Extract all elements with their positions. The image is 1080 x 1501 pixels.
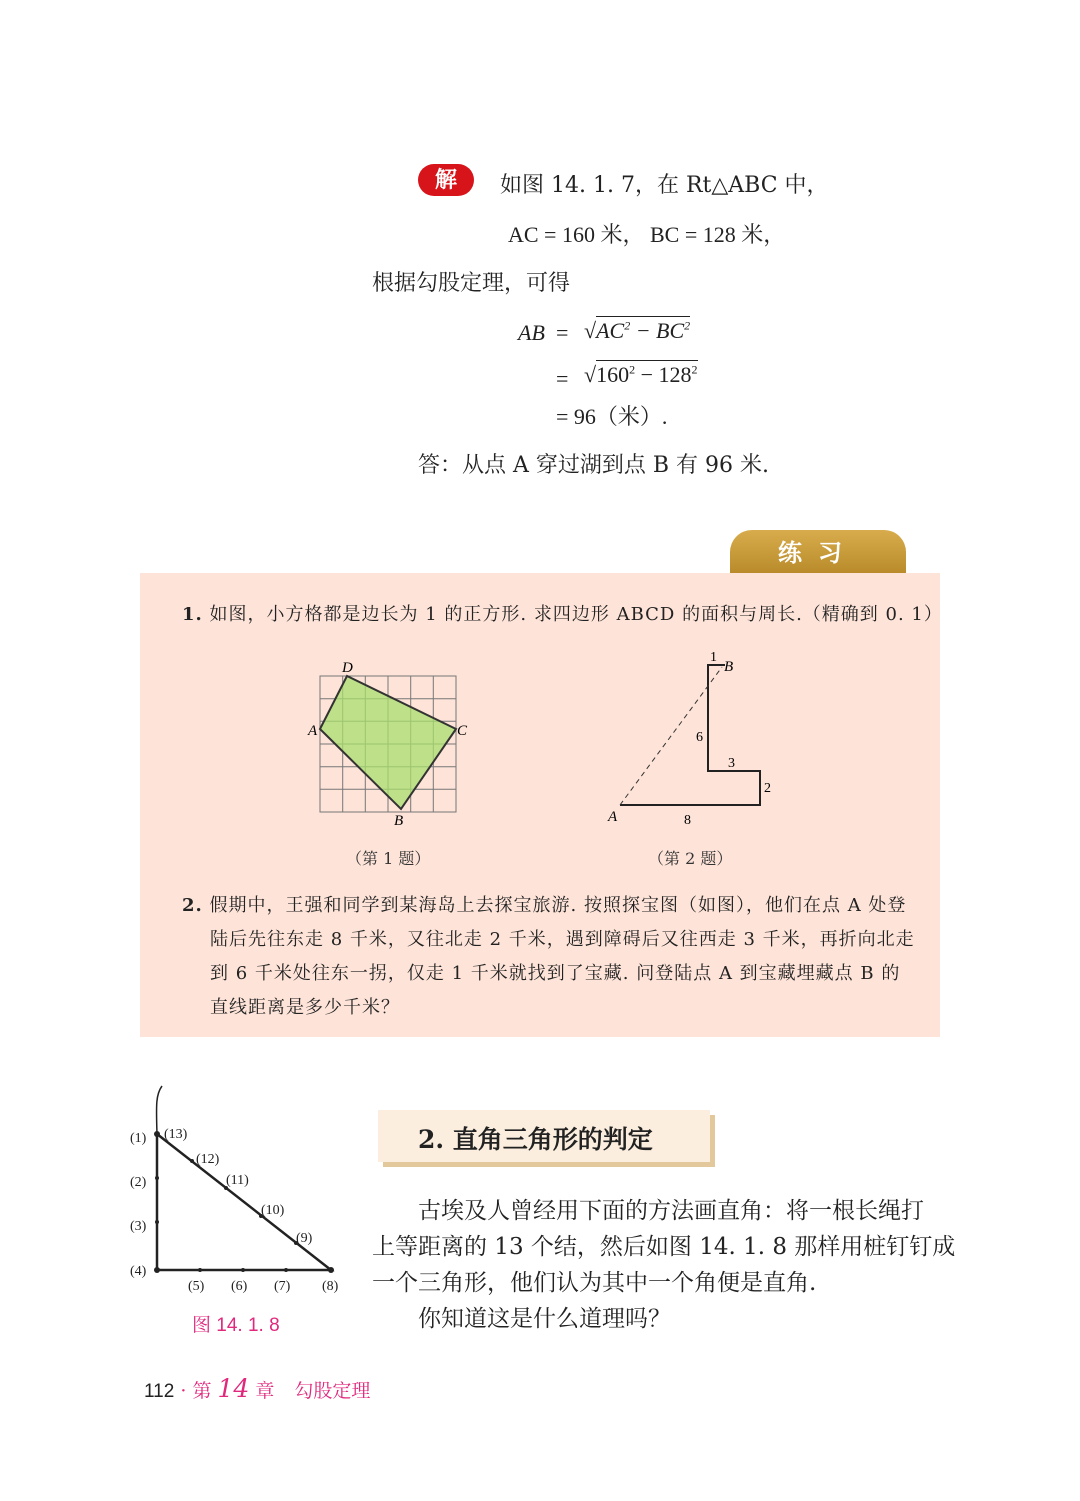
knot-label: (1) bbox=[130, 1131, 147, 1146]
knot-label: (8) bbox=[322, 1279, 339, 1294]
solution-badge: 解 bbox=[418, 164, 474, 196]
knot-label: (5) bbox=[188, 1279, 205, 1294]
ab-lhs: AB bbox=[518, 320, 545, 345]
by-theorem-text: 根据勾股定理，可得 bbox=[372, 271, 571, 296]
label-b: B bbox=[724, 659, 734, 675]
page-footer bbox=[144, 1374, 370, 1403]
label-a: A bbox=[308, 723, 318, 739]
chapter-prefix: 第 bbox=[192, 1380, 212, 1402]
knot-label: (10) bbox=[261, 1203, 285, 1218]
fig1-caption: （第 1 题） bbox=[346, 849, 431, 868]
figure-caption: 图 14. 1. 8 bbox=[192, 1315, 280, 1336]
sqrt-symbol: √ bbox=[584, 362, 597, 387]
label-b: B bbox=[394, 813, 404, 829]
rope-triangle-figure bbox=[126, 1080, 350, 1302]
paragraph-line: 古埃及人曾经用下面的方法画直角：将一根长绳打 bbox=[418, 1198, 924, 1224]
section-title: 2. 直角三角形的判定 bbox=[418, 1125, 653, 1154]
dashed-line-ab bbox=[620, 667, 722, 805]
practice-tab: 练习 bbox=[730, 530, 906, 574]
knot-label: (12) bbox=[196, 1152, 220, 1167]
knot-label: (11) bbox=[226, 1173, 249, 1188]
exercise-text-line: 假期中，王强和同学到某海岛上去探宝旅游. 按照探宝图（如图），他们在点 A 处登 bbox=[209, 895, 907, 916]
term: AC bbox=[596, 318, 625, 343]
label-c: C bbox=[457, 723, 468, 739]
chapter-suffix: 章 bbox=[255, 1380, 275, 1402]
knot-label: (9) bbox=[296, 1231, 313, 1246]
equals-sign: = bbox=[556, 366, 569, 391]
solution-intro: 如图 14. 1. 7，在 Rt△ABC 中， bbox=[500, 173, 829, 198]
exercise-text: 如图，小方格都是边长为 1 的正方形. 求四边形 ABCD 的面积与周长.（精确到 0. 1） bbox=[209, 604, 943, 625]
knot-label: (13) bbox=[164, 1127, 188, 1142]
exercise-number: 1. bbox=[182, 604, 203, 625]
chapter-title: 勾股定理 bbox=[294, 1380, 371, 1402]
given-lengths: AC = 160 米， BC = 128 米， bbox=[508, 222, 786, 247]
seg-label-6: 6 bbox=[696, 730, 703, 745]
knot-label: (3) bbox=[130, 1219, 147, 1234]
term: 160 bbox=[596, 362, 630, 387]
paragraph-line: 上等距离的 13 个结，然后如图 14. 1. 8 那样用桩钉钉成 bbox=[372, 1234, 956, 1260]
knot-label: (2) bbox=[130, 1175, 147, 1190]
seg-label-2: 2 bbox=[764, 781, 771, 796]
exercise-text-line: 陆后先往东走 8 千米，又往北走 2 千米，遇到障碍后又往西走 3 千米，再折向北走 bbox=[210, 929, 915, 950]
label-d: D bbox=[342, 660, 353, 676]
knot-label: (6) bbox=[231, 1279, 248, 1294]
term: − 128 bbox=[635, 362, 692, 387]
exercise-number: 2. bbox=[182, 895, 203, 916]
label-a: A bbox=[608, 809, 618, 825]
footer-dot: · bbox=[180, 1380, 187, 1402]
equation-step-2 bbox=[584, 362, 698, 388]
chapter-number: 14 bbox=[217, 1374, 250, 1403]
exponent: 2 bbox=[629, 362, 636, 377]
rope-triangle bbox=[157, 1134, 331, 1270]
exponent: 2 bbox=[691, 362, 698, 377]
exercise-2 bbox=[182, 891, 906, 917]
exercise-text-line: 直线距离是多少千米？ bbox=[210, 997, 400, 1018]
equation-step-1 bbox=[584, 318, 690, 344]
seg-label-3: 3 bbox=[728, 756, 735, 771]
knot-label: (4) bbox=[130, 1264, 147, 1279]
treasure-map-figure bbox=[600, 645, 790, 830]
paragraph-line: 一个三角形，他们认为其中一个角便是直角. bbox=[372, 1270, 817, 1296]
equation-step-3: = 96（米）. bbox=[556, 404, 668, 429]
path-route bbox=[620, 665, 760, 805]
exponent: 2 bbox=[684, 318, 691, 333]
sqrt-symbol: √ bbox=[584, 318, 597, 343]
term: − BC bbox=[630, 318, 685, 343]
fig2-caption: （第 2 题） bbox=[648, 849, 733, 868]
answer-text: 答：从点 A 穿过湖到点 B 有 96 米. bbox=[418, 453, 770, 478]
question-text: 你知道这是什么道理吗？ bbox=[418, 1306, 671, 1332]
grid-figure bbox=[300, 650, 490, 832]
knot-label: (7) bbox=[274, 1279, 291, 1294]
exercise-1 bbox=[182, 600, 943, 626]
exercise-text-line: 到 6 千米处往东一拐，仅走 1 千米就找到了宝藏. 问登陆点 A 到宝藏埋藏点 B 的 bbox=[210, 963, 901, 984]
rope-end bbox=[157, 1086, 162, 1134]
seg-label-1: 1 bbox=[710, 650, 717, 665]
seg-label-8: 8 bbox=[684, 813, 691, 828]
equals-sign: = bbox=[556, 320, 569, 345]
exponent: 2 bbox=[624, 318, 631, 333]
page-number: 112 bbox=[144, 1381, 175, 1402]
